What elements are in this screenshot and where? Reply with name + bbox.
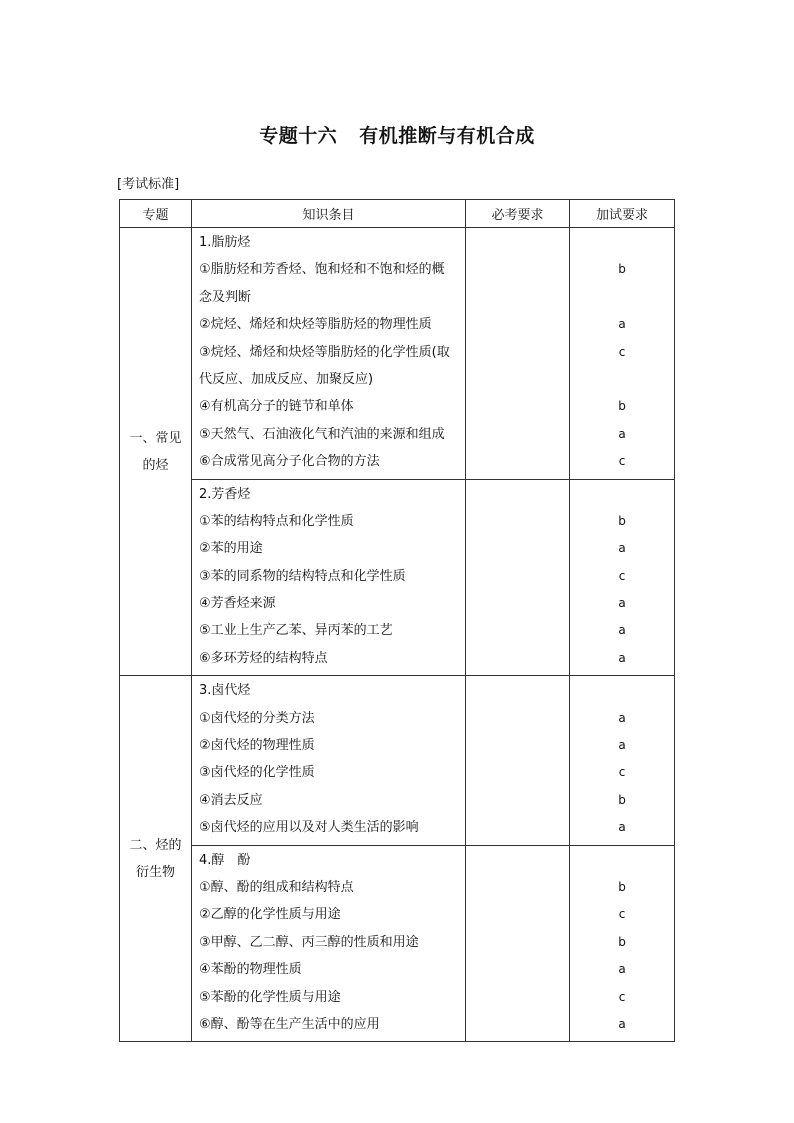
knowledge-item-line: ③甲醇、乙二醇、丙三醇的性质和用途 [199,934,419,950]
extra-level-value: c [618,765,626,780]
extra-level-value: a [618,541,626,556]
knowledge-item-line: ④苯酚的物理性质 [199,962,302,978]
required-level-blank [466,732,569,759]
knowledge-item-line: ①脂肪烃和芳香烃、饱和烃和不饱和烃的概 [199,262,445,278]
knowledge-items-cell [192,676,466,845]
extra-level-value: c [618,907,626,922]
extra-level-blank [570,677,674,704]
extra-level-value: a [618,1016,626,1031]
extra-level-value: a [618,650,626,665]
extra-level-value: a [618,426,626,441]
title-topic-number: 专题十六 [259,125,338,147]
exam-standard-table [119,199,675,1042]
knowledge-items-cell [192,845,466,1042]
required-level-blank [466,901,569,928]
extra-level-value: c [618,344,626,359]
knowledge-item-line: ②卤代烃的物理性质 [199,738,315,754]
knowledge-item-line: ⑤工业上生产乙苯、异丙苯的工艺 [199,623,393,639]
extra-level-cell [570,845,675,1042]
required-level-blank [466,311,569,338]
required-level-blank [466,421,569,448]
required-level-blank [466,874,569,901]
required-level-blank [466,284,569,311]
extra-level-value: a [618,710,626,725]
knowledge-item-line: ②乙醇的化学性质与用途 [199,907,341,923]
knowledge-item-line: ⑤卤代烃的应用以及对人类生活的影响 [199,820,419,836]
extra-level-value: a [618,596,626,611]
extra-level-blank [570,366,674,393]
header-extra: 加试要求 [570,200,675,228]
topic-cell [120,676,192,1042]
extra-level-value: a [618,623,626,638]
required-level-blank [466,814,569,841]
required-level-blank [466,481,569,508]
required-level-blank [466,956,569,983]
header-knowledge: 知识条目 [192,200,466,228]
knowledge-item-line: ②烷烃、烯烃和炔烃等脂肪烃的物理性质 [199,317,432,333]
page-title [0,121,794,148]
group-heading: 3.卤代烃 [199,683,251,699]
required-level-blank [466,759,569,786]
knowledge-item-line: ③卤代烃的化学性质 [199,765,315,781]
knowledge-item-line: ④有机高分子的链节和单体 [199,399,354,415]
extra-level-value: b [618,792,626,807]
knowledge-item-line: ①卤代烃的分类方法 [199,710,315,726]
knowledge-item-line: ⑤天然气、石油液化气和汽油的来源和组成 [199,426,445,442]
group-heading: 1.脂肪烃 [199,235,251,250]
extra-level-value: b [618,399,626,414]
required-level-cell [466,228,570,480]
required-level-blank [466,535,569,562]
topic-label-line: 衍生物 [135,864,175,880]
header-topic: 专题 [120,200,192,228]
topic-label-line: 一、常见 [129,430,182,446]
extra-level-value: a [618,738,626,753]
table-row [120,228,675,480]
required-level-blank [466,705,569,732]
knowledge-item-line: ⑥多环芳烃的结构特点 [199,650,328,666]
knowledge-item-line: ①苯的结构特点和化学性质 [199,513,354,529]
extra-level-blank [570,847,674,874]
topic-label-line: 的烃 [142,457,169,473]
required-level-blank [466,617,569,644]
required-level-blank [466,393,569,420]
table-row [120,479,675,676]
required-level-blank [466,508,569,535]
required-level-blank [466,229,569,256]
extra-level-value: a [618,820,626,835]
required-level-blank [466,339,569,366]
knowledge-item-line: ⑥合成常见高分子化合物的方法 [199,454,380,470]
knowledge-item-line: 念及判断 [199,289,252,305]
extra-level-value: a [618,962,626,977]
topic-label-line: 二、烃的 [129,837,182,853]
title-topic-name: 有机推断与有机合成 [359,125,535,147]
required-level-blank [466,847,569,874]
extra-level-value: b [618,934,626,949]
extra-level-blank [570,481,674,508]
required-level-blank [466,256,569,283]
required-level-blank [466,448,569,475]
table-row [120,676,675,845]
extra-level-value: b [618,879,626,894]
table-row [120,845,675,1042]
knowledge-item-line: ③烷烃、烯烃和炔烃等脂肪烃的化学性质(取 [199,344,450,360]
knowledge-item-line: ②苯的用途 [199,541,263,557]
extra-level-blank [570,229,674,256]
header-required: 必考要求 [466,200,570,228]
topic-cell [120,228,192,676]
section-label: [考试标准] [117,177,180,192]
required-level-blank [466,645,569,672]
knowledge-items-cell [192,228,466,480]
knowledge-items-cell [192,479,466,676]
knowledge-item-line: ⑤苯酚的化学性质与用途 [199,989,341,1005]
extra-level-cell [570,479,675,676]
extra-level-value: b [618,262,626,277]
group-heading: 2.芳香烃 [199,486,251,502]
extra-level-cell [570,676,675,845]
extra-level-cell [570,228,675,480]
required-level-cell [466,479,570,676]
required-level-cell [466,676,570,845]
required-level-blank [466,929,569,956]
knowledge-item-line: ④消去反应 [199,792,263,808]
required-level-blank [466,677,569,704]
required-level-blank [466,1011,569,1038]
extra-level-blank [570,284,674,311]
required-level-blank [466,590,569,617]
group-heading: 4.醇 酚 [199,852,251,868]
knowledge-item-line: ③苯的同系物的结构特点和化学性质 [199,568,406,584]
knowledge-item-line: 代反应、加成反应、加聚反应) [199,371,374,387]
required-level-blank [466,563,569,590]
extra-level-value: c [618,454,626,469]
extra-level-value: c [618,568,626,583]
required-level-blank [466,787,569,814]
required-level-blank [466,984,569,1011]
table-header-row [120,200,675,228]
extra-level-value: a [618,317,626,332]
extra-level-value: b [618,513,626,528]
knowledge-item-line: ⑥醇、酚等在生产生活中的应用 [199,1016,380,1032]
required-level-blank [466,366,569,393]
knowledge-item-line: ④芳香烃来源 [199,596,276,612]
extra-level-value: c [618,989,626,1004]
knowledge-item-line: ①醇、酚的组成和结构特点 [199,879,354,895]
required-level-cell [466,845,570,1042]
